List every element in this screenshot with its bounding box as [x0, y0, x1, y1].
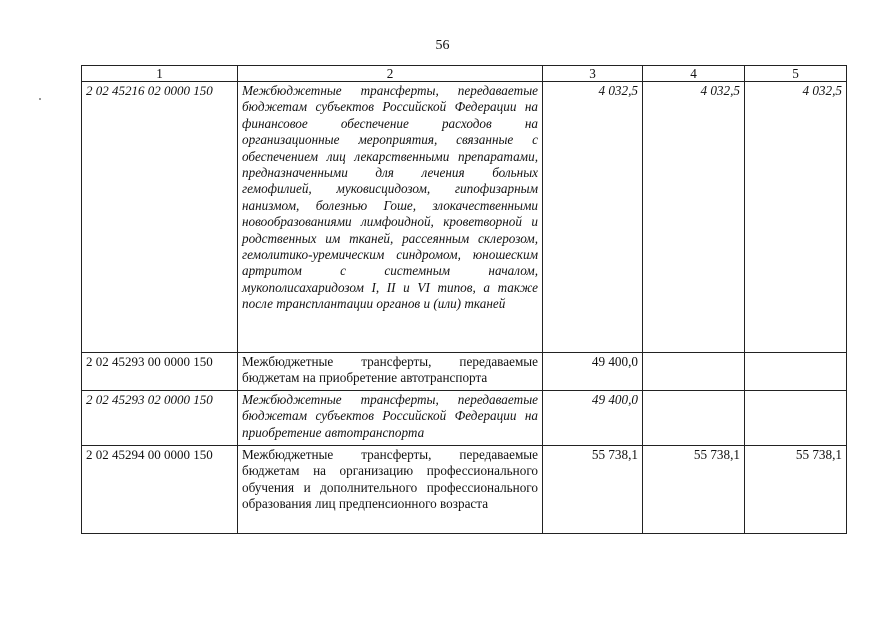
row-description: Межбюджетные трансферты, передаваемые бюджетам на организацию профессионального обучения и дополнительного профессионального образования лиц предпенсионного возраста	[238, 446, 543, 534]
column-header-2: 2	[238, 66, 543, 82]
budget-table	[81, 65, 847, 534]
column-header-1: 1	[82, 66, 238, 82]
row-description: Межбюджетные трансферты, передаваеmые бюджетам субъектов Российской Федерации на финансовое обеспечение расходов на организационные мероприятия, связанные с обеспечением лиц лекарственными препаратами, предназначенными для лечения больных гемофилией, муковисцидозом, гипофизарным нанизмом, болезнью Гоше, злокачественными новообразованиями лимфоидной, кроветворной и родственных им тканей, рассеянным склерозом, гемолитико-уремическим синдромом, юношеским артритом с системным началом, мукополисахаридозом I, II и VI типов, а также после трансплантации органов и (или) тканей	[238, 82, 543, 353]
value-col5	[745, 353, 847, 391]
budget-code: 2 02 45293 00 0000 150	[82, 353, 238, 391]
value-col4: 55 738,1	[643, 446, 745, 534]
table-row	[82, 82, 847, 353]
column-header-5: 5	[745, 66, 847, 82]
value-col4: 4 032,5	[643, 82, 745, 353]
value-col4	[643, 353, 745, 391]
table-row	[82, 446, 847, 534]
row-description: Межбюджетные трансферты, передаваеmые бюджетам субъектов Российской Федерации на приобретение автотранспорта	[238, 391, 543, 446]
header-row	[82, 66, 847, 82]
column-header-3: 3	[543, 66, 643, 82]
value-col5	[745, 391, 847, 446]
value-col5: 55 738,1	[745, 446, 847, 534]
value-col4	[643, 391, 745, 446]
budget-code: 2 02 45216 02 0000 150	[82, 82, 238, 353]
page-number: 56	[435, 38, 450, 53]
table-row	[82, 353, 847, 391]
value-col3: 49 400,0	[543, 391, 643, 446]
value-col3: 49 400,0	[543, 353, 643, 391]
column-header-4: 4	[643, 66, 745, 82]
value-col3: 4 032,5	[543, 82, 643, 353]
value-col3: 55 738,1	[543, 446, 643, 534]
scan-speck	[39, 98, 41, 100]
budget-code: 2 02 45293 02 0000 150	[82, 391, 238, 446]
row-description: Межбюджетные трансферты, передаваемые бюджетам на приобретение автотранспорта	[238, 353, 543, 391]
table-row	[82, 391, 847, 446]
budget-code: 2 02 45294 00 0000 150	[82, 446, 238, 534]
value-col5: 4 032,5	[745, 82, 847, 353]
